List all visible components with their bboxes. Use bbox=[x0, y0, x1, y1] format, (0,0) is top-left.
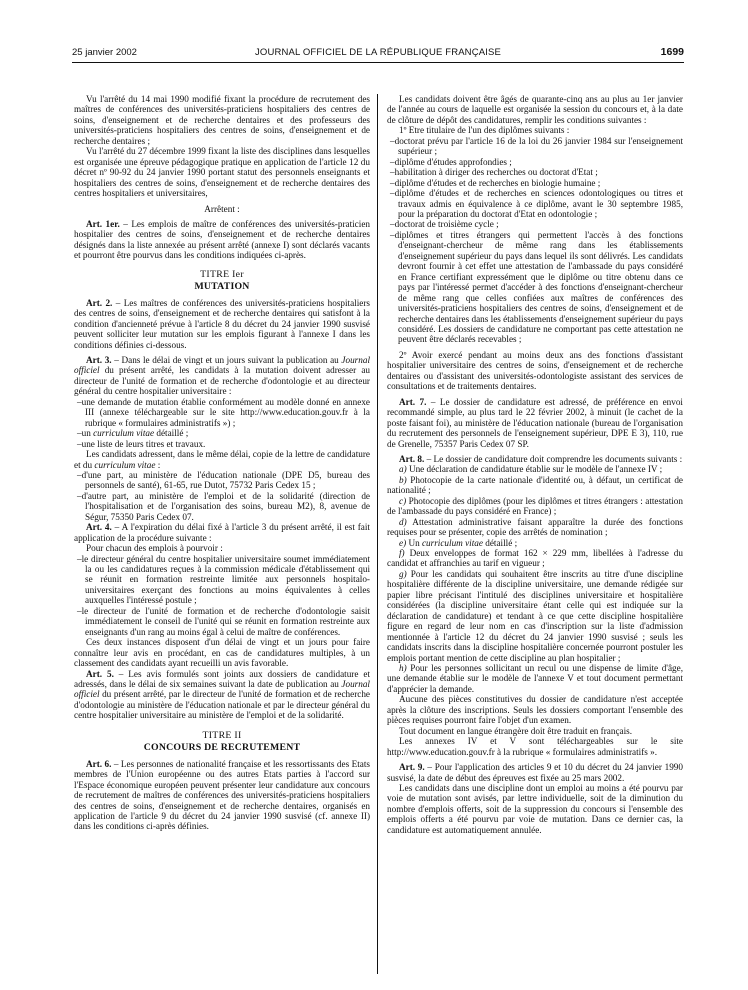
list-item: –le directeur général du centre hospitalier universitaire soumet immédiatement la ou les candidatures reçues à la commission médicale d'établissement qui se réunit en formation restreinte limitée aux personnels hospitalo-universitaires exerçant des fonctions au moins équivalentes à celles auxquelles l'intéressé postule ; bbox=[77, 553, 370, 606]
list-item: –d'autre part, au ministère de l'emploi et de la solidarité (direction de l'hospitalisation et de l'organisation des soins, bureau M2), 8, avenue de Ségur, 75350 Paris Cedex 07. bbox=[77, 490, 370, 522]
list-item: g) Pour les candidats qui souhaitent être inscrits au titre d'une discipline hospitalière différente de la discipline universitaire, une demande rédigée sur papier libre précisant l'intitulé des disciplines universitaire et hospitalière considérées (la discipline universitaire étant celle qui est indiquée sur la déclaration de candidature) et tendant à ce que cette discipline hospitalière figure en regard de leur nom en cas d'inscription sur la liste d'admission mentionnée à l'article 12 du décret du 24 janvier 1990 susvisé ; seuls les candidats inscrits dans la discipline hospitalière concernée pourront postuler les emplois portant mention de cette discipline au plan hospitalier ; bbox=[387, 568, 683, 663]
list-item: –diplôme d'études approfondies ; bbox=[390, 156, 512, 167]
paragraph-vu-2: Vu l'arrêté du 27 décembre 1999 fixant la liste des disciplines dans lesquelles est organisée une épreuve pédagogique pratique en application de l'article 12 du décret nº 90-92 du 24 janvier 1990 portant statut des personnels enseignants et hospitaliers des centres de soins, d'enseignement et de recherche dentaires des centres hospitaliers et universitaires, bbox=[74, 146, 370, 199]
condition-2: 2º Avoir exercé pendant au moins deux ans des fonctions d'assistant hospitalier universitaire des centres de soins, d'enseignement et de recherche dentaires ou d'assistant des universités-odontologiste assistant des services de consultations et de traitements dentaires. bbox=[387, 349, 683, 392]
journal-officiel-text: Journal officiel bbox=[74, 679, 370, 700]
concours-heading: CONCOURS DE RECRUTEMENT bbox=[143, 742, 301, 754]
title-1-heading: TITRE Ier bbox=[200, 268, 244, 280]
article-text: – A l'expiration du délai fixé à l'article 3 du présent arrêté, il est fait application de la procédure suivante : bbox=[74, 522, 370, 543]
list-item: –doctorat prévu par l'article 16 de la loi du 26 janvier 1984 sur l'enseignement supérieur ; bbox=[390, 135, 683, 157]
paragraph: Tout document en langue étrangère doit être traduit en français. bbox=[399, 725, 633, 736]
article-label: Art. 4. bbox=[86, 522, 112, 533]
list-item: d) Attestation administrative faisant apparaître la durée des fonctions requises pour se présenter, copie des arrêtés de nomination ; bbox=[387, 516, 683, 538]
page-number: 1699 bbox=[660, 46, 684, 58]
list-item: c) Photocopie des diplômes (pour les diplômes et titres étrangers : attestation de l'ambassade du pays considéré en France) ; bbox=[387, 495, 683, 517]
list-item: h) Pour les personnes sollicitant un recul ou une dispense de limite d'âge, une demande établie sur le modèle de l'annexe V et tout document permettant d'apprécier la demande. bbox=[387, 663, 683, 694]
article-text: du présent arrêté, les candidats à la mutation doivent adresser au directeur de l'unité de formation et de recherche d'odontologie et au directeur général du centre hospitalier universitaire : bbox=[74, 365, 370, 397]
article-label: Art. 3. bbox=[86, 354, 112, 365]
paragraph: Ces deux instances disposent d'un délai de vingt et un jours pour faire connaître leur avis en procédant, en cas de candidatures multiples, à un classement des candidats ayant recueilli un avis favorable. bbox=[74, 637, 370, 669]
article-text: – Dans le délai de vingt et un jours suivant la publication au bbox=[111, 354, 342, 365]
list-item: –habilitation à diriger des recherches ou doctorat d'Etat ; bbox=[390, 167, 598, 178]
list-item: –un curriculum vitae détaillé ; bbox=[77, 428, 189, 439]
condition-1: 1º Etre titulaire de l'un des diplômes suivants : bbox=[399, 125, 570, 136]
article-label: Art. 5. bbox=[86, 668, 114, 679]
article-text: du présent arrêté, par le directeur de l'unité de formation et de recherche d'odontologie au ministère de l'éducation nationale et par le directeur général du centre hospitalier universitaire au ministère de l'emploi et de la solidarité. bbox=[74, 689, 370, 721]
list-item: –le directeur de l'unité de formation et de recherche d'odontologie saisit immédiatement le conseil de l'unité qui se réunit en formation restreinte aux enseignants d'un rang au moins égal à celui de maître de conférences. bbox=[77, 605, 370, 637]
list-item: –d'une part, au ministère de l'éducation nationale (DPE D5, bureau des personnels de santé), 61-65, rue Dutot, 75732 Paris Cedex 15 ; bbox=[77, 469, 370, 491]
article-7 bbox=[387, 397, 683, 449]
article-text: – Les maîtres de conférences des universités-praticiens hospitaliers des centres de soins, d'enseignement et de recherche dentaires qui satisfont à la condition d'ancienneté prévue à l'article 8 du décret du 24 janvier 1990 susvisé peuvent solliciter leur mutation sur les emplois figurant à l'annexe I dans les conditions définies ci-dessous. bbox=[74, 297, 370, 350]
page-header bbox=[72, 47, 684, 61]
list-item: –une liste de leurs titres et travaux. bbox=[77, 438, 206, 449]
article-1 bbox=[74, 219, 370, 261]
article-4 bbox=[74, 522, 370, 543]
paragraph-vu-1: Vu l'arrêté du 14 mai 1990 modifié fixant la procédure de recrutement des maîtres de conférences des universités-praticiens hospitaliers des centres de soins, d'enseignement et de recherche dentaires et des professeurs des universités-praticiens hospitaliers des centres de soins, d'enseignement et de recherche dentaires ; bbox=[74, 94, 370, 146]
article-text: – Le dossier de candidature doit comprendre les documents suivants : bbox=[424, 453, 683, 464]
article-text: – Le dossier de candidature est adressé, de préférence en envoi recommandé simple, au plus tard le 22 février 2002, à minuit (le cachet de la poste faisant foi), au ministère de l'éducation nationale (bureau de l'organisation du recrutement des personnels de l'enseignement supérieur, DPE E 3), 110, rue de Grenelle, 75357 Paris Cedex 07 SP. bbox=[387, 396, 683, 449]
article-9 bbox=[387, 762, 683, 783]
paragraph: Les annexes IV et V sont téléchargeables sur le site http://www.education.gouv.fr à la rubrique « formulaires administratifs ». bbox=[387, 736, 683, 757]
mutation-heading: MUTATION bbox=[194, 281, 250, 293]
header-rule bbox=[72, 62, 684, 63]
paragraph: Les candidats dans une discipline dont un emploi au moins a été pourvu par voie de mutation sont avisés, par lettre individuelle, soit de la diminution du nombre d'emplois offerts, soit de la suppression du concours si l'ensemble des emplois offerts a été pourvu par voie de mutation. Dans ce dernier cas, la candidature est automatiquement annulée. bbox=[387, 783, 683, 835]
list-item: b) Photocopie de la carte nationale d'identité ou, à défaut, un certificat de nationalité ; bbox=[387, 474, 683, 496]
list-item: f) Deux enveloppes de format 162 × 229 mm, libellées à l'adresse du candidat et affranchies au tarif en vigueur ; bbox=[387, 548, 683, 569]
list-item: a) Une déclaration de candidature établie sur le modèle de l'annexe IV ; bbox=[399, 464, 663, 475]
article-3 bbox=[74, 355, 370, 397]
article-label: Art. 1er. bbox=[86, 218, 120, 229]
right-column bbox=[387, 94, 683, 835]
article-8 bbox=[387, 454, 683, 464]
list-item: e) Un curriculum vitae détaillé ; bbox=[399, 537, 518, 548]
paragraph-conditions: Les candidats doivent être âgés de quarante-cinq ans au plus au 1er janvier de l'année au cours de laquelle est organisée la session du concours et, à la date de clôture de dépôt des candidatures, remplir les conditions suivantes : bbox=[387, 94, 683, 125]
paragraph: Aucune des pièces constitutives du dossier de candidature n'est acceptée après la clôture des inscriptions. Seuls les dossiers comportant l'ensemble des pièces requises pourront faire l'objet d'un examen. bbox=[387, 694, 683, 726]
list-item: –diplôme d'études et de recherches en sciences odontologiques ou titres et travaux admis en équivalence à ce diplôme, avant le 30 septembre 1985, pour la préparation du doctorat d'Etat en odontologie ; bbox=[390, 188, 683, 219]
left-column bbox=[74, 94, 370, 832]
article-label: Art. 6. bbox=[86, 758, 112, 769]
paragraph: Les candidats adressent, dans le même délai, copie de la lettre de candidature et du curriculum vitae : bbox=[74, 449, 370, 470]
article-5 bbox=[74, 669, 370, 721]
article-text: – Les emplois de maître de conférences des universités-praticien hospitalier des centres de soins, d'enseignement et de recherche dentaires désignés dans la liste annexée au présent arrêté (annexe I) sont déclarés vacants et pourront être pourvus dans les conditions indiquées ci-après. bbox=[74, 218, 370, 261]
list-item: –diplômes et titres étrangers qui permettent l'accès à des fonctions d'enseignant-chercheur de même rang dans les établissements d'enseignement supérieur du pays dans lequel ils sont délivrés. Les candidats devront fournir à cet effet une attestation de l'ambassade du pays considéré en France certifiant expressément que le diplôme ou titre obtenu dans ce pays par l'intéressé permet d'accéder à des fonctions d'enseignant-chercheur de même rang que celles confiées aux maîtres de conférences des universités-praticiens hospitaliers des centres de soins, d'enseignement et de recherche dentaires dans les établissements d'enseignement supérieur du pays considéré. Les dossiers de candidature ne comportant pas cette attestation ne peuvent être déclarés recevables ; bbox=[390, 229, 683, 345]
list-item: –doctorat de troisième cycle ; bbox=[390, 219, 499, 230]
article-text: – Les personnes de nationalité française et les ressortissants des Etats membres de l'Union européenne ou des autres Etats parties à l'accord sur l'Espace économique européen peuvent présenter leur candidature aux concours de recrutement de maîtres de conférences des universités-praticiens hospitaliers des centres de soins, d'enseignement et de recherche dentaires, organisés en application de l'article 9 du décret du 24 janvier 1990 susvisé (cf. annexe II) dans les conditions ci-après définies. bbox=[74, 758, 371, 832]
journal-officiel-text: Journal officiel bbox=[74, 354, 371, 376]
article-label: Art. 2. bbox=[86, 297, 113, 308]
list-item: –diplôme d'études et de recherches en biologie humaine ; bbox=[390, 177, 601, 188]
title-2-heading: TITRE II bbox=[202, 729, 242, 741]
list-item: –une demande de mutation établie conformément au modèle donné en annexe III (annexe téléchargeable sur le site http://www.education.gouv.fr à la rubrique « formulaires administratifs ») ; bbox=[77, 396, 370, 428]
article-label: Art. 9. bbox=[399, 762, 425, 773]
article-label: Art. 8. bbox=[399, 453, 425, 464]
header-date: 25 janvier 2002 bbox=[72, 47, 137, 58]
journal-title: JOURNAL OFFICIEL DE LA RÉPUBLIQUE FRANÇAISE bbox=[255, 47, 501, 58]
article-6 bbox=[74, 759, 370, 832]
article-label: Art. 7. bbox=[399, 396, 427, 407]
article-text: – Les avis formulés sont joints aux dossiers de candidature et adressés, dans le délai de six semaines suivant la date de publication au bbox=[74, 668, 370, 690]
article-text: – Pour l'application des articles 9 et 10 du décret du 24 janvier 1990 susvisé, la date de début des épreuves est fixée au 25 mars 2002. bbox=[387, 762, 683, 783]
arretent-heading: Arrêtent : bbox=[204, 203, 240, 214]
paragraph: Pour chacun des emplois à pourvoir : bbox=[86, 543, 223, 554]
article-2 bbox=[74, 298, 370, 350]
column-separator bbox=[377, 94, 378, 974]
